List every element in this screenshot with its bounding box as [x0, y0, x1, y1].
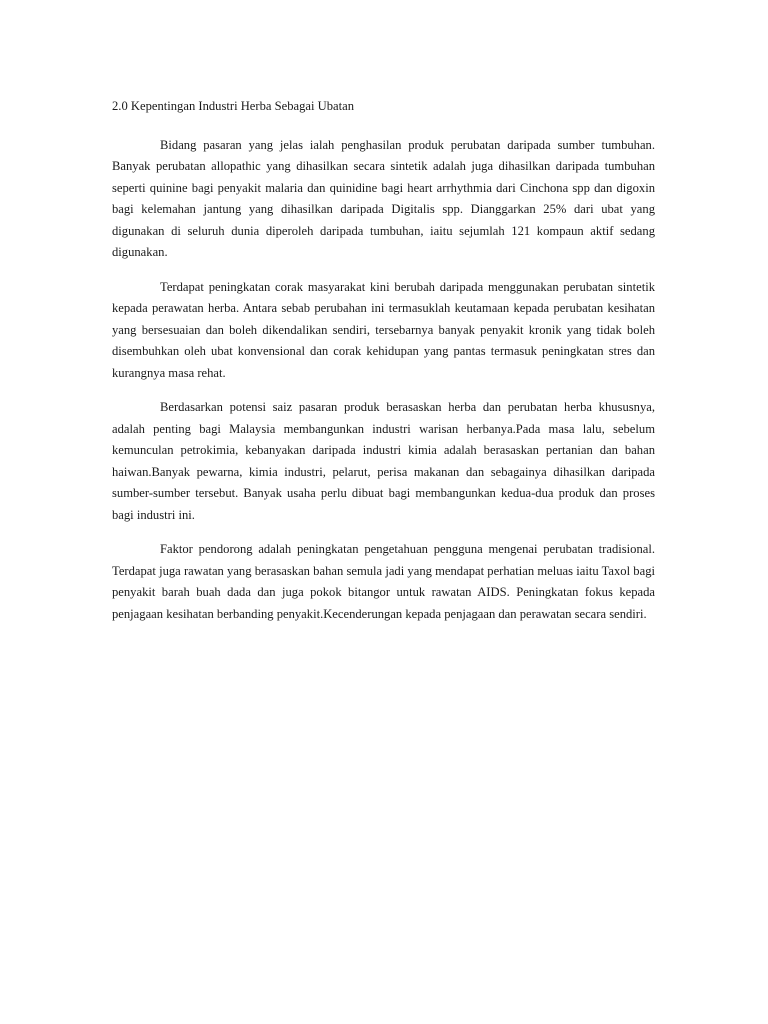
paragraph-1: Bidang pasaran yang jelas ialah penghasilan produk perubatan daripada sumber tumbuhan. Banyak perubatan allopathic yang dihasilkan secara sintetik adalah juga dihasilkan daripada tumbuhan seperti quinine bagi penyakit malaria dan quinidine bagi heart arrhythmia dari Cinchona spp dan digoxin bagi kelemahan jantung yang dihasilkan daripada Digitalis spp. Dianggarkan 25% dari ubat yang digunakan di seluruh dunia diperoleh daripada tumbuhan, iaitu sejumlah 121 kompaun aktif sedang digunakan. [112, 137, 655, 259]
section-heading: 2.0 Kepentingan Industri Herba Sebagai Ubatan [112, 99, 355, 113]
document-body [112, 96, 655, 638]
paragraph-2: Terdapat peningkatan corak masyarakat kini berubah daripada menggunakan perubatan sintetik kepada perawatan herba. Antara sebab perubahan ini termasuklah keutamaan kepada perubatan kesihatan yang bersesuaian dan boleh dikendalikan sendiri, tersebarnya banyak penyakit kronik yang tidak boleh disembuhkan oleh ubat konvensional dan corak kehidupan yang pantas termasuk peningkatan stres dan kurangnya masa rehat. [112, 279, 655, 380]
paragraph-3: Berdasarkan potensi saiz pasaran produk berasaskan herba dan perubatan herba khususnya, adalah penting bagi Malaysia membangunkan industri warisan herbanya.Pada masa lalu, sebelum kemunculan petrokimia, kebanyakan daripada industri kimia adalah berasaskan pertanian dan bahan haiwan.Banyak pewarna, kimia industri, pelarut, perisa makanan dan sebagainya dihasilkan daripada sumber-sumber tersebut. Banyak usaha perlu dibuat bagi membangunkan kedua-dua produk dan proses bagi industri ini. [112, 400, 655, 522]
paragraph-4: Faktor pendorong adalah peningkatan pengetahuan pengguna mengenai perubatan tradisional. Terdapat juga rawatan yang berasaskan bahan semula jadi yang mendapat perhatian meluas iaitu Taxol bagi penyakit barah buah dada dan juga pokok bitangor untuk rawatan AIDS. Peningkatan fokus kepada penjagaan kesihatan berbanding penyakit.Kecenderungan kepada penjagaan dan perawatan secara sendiri. [112, 542, 655, 621]
